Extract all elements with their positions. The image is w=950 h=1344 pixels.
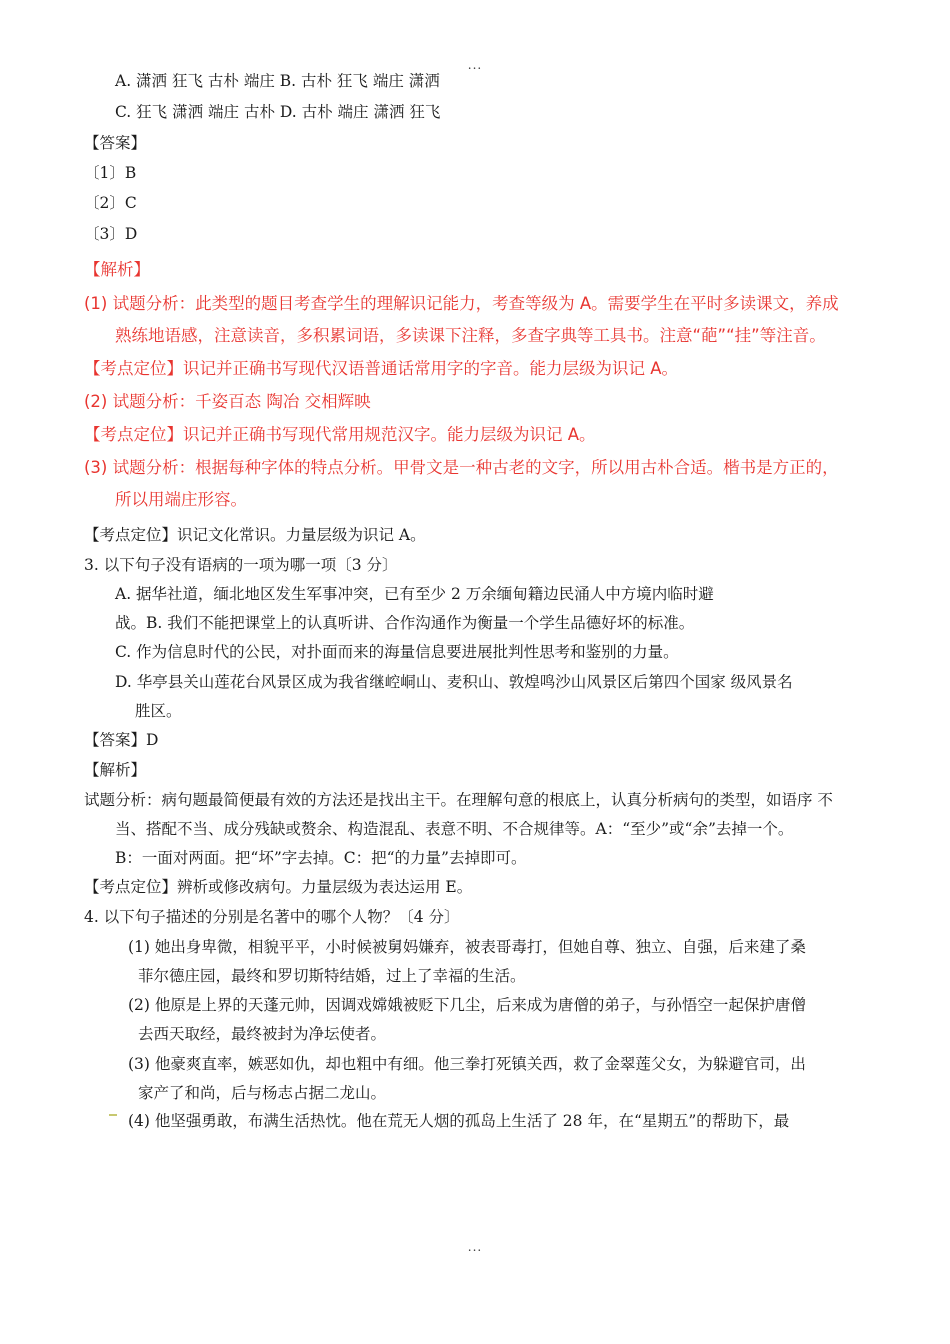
question-stem: 3. 以下句子没有语病的一项为哪一项〔3 分〕 — [84, 556, 398, 574]
answer-item: 〔1〕B — [84, 164, 137, 182]
question-option: C. 作为信息时代的公民，对扑面而来的海量信息要进展批判性思考和鉴别的力量。 — [115, 643, 679, 661]
key-point: 【考点定位】识记并正确书写现代常用规范汉字。能力层级为识记 A。 — [84, 425, 596, 444]
footer-ellipsis: ... — [467, 1240, 483, 1254]
analysis-paragraph: B：一面对两面。把“坏”字去掉。C：把“的力量”去掉即可。 — [115, 849, 527, 867]
question-stem: 4. 以下句子描述的分别是名著中的哪个人物？〔4 分〕 — [84, 908, 460, 926]
analysis-heading: 【解析】 — [84, 260, 150, 279]
question-item: 去西天取经，最终被封为净坛使者。 — [138, 1025, 387, 1043]
analysis-paragraph: 试题分析：病句题最简便最有效的方法还是找出主干。在理解句意的根底上，认真分析病句的类型，如语序 不 — [84, 791, 833, 809]
question-option: 战。B. 我们不能把课堂上的认真听讲、合作沟通作为衡量一个学生品德好坏的标准。 — [115, 614, 695, 632]
key-point: 【考点定位】辨析或修改病句。力量层级为表达运用 E。 — [84, 878, 473, 896]
analysis-paragraph: 熟练地语感，注意读音，多积累词语，多读课下注释，多查字典等工具书。注意“葩”“挂”等注音。 — [115, 326, 826, 345]
analysis-paragraph: 当、搭配不当、成分残缺或赘余、构造混乱、表意不明、不合规律等。A：“至少”或“余”去掉一个。 — [115, 820, 794, 838]
answer-item: 〔3〕D — [84, 225, 138, 243]
question-item: 菲尔德庄园，最终和罗切斯特结婚，过上了幸福的生活。 — [138, 967, 526, 985]
question-option: A. 据华社道，缅北地区发生军事冲突，已有至少 2 万余缅甸籍边民涌人中方境内临时避 — [115, 585, 714, 603]
question-option: 胜区。 — [135, 702, 182, 720]
analysis-paragraph: (1) 试题分析：此类型的题目考查学生的理解识记能力，考查等级为 A。需要学生在平时多读课文，养成 — [84, 294, 839, 313]
analysis-paragraph: 所以用端庄形容。 — [115, 490, 247, 509]
analysis-heading: 【解析】 — [84, 761, 147, 779]
bullet-mark — [109, 1114, 117, 1116]
header-ellipsis: ... — [467, 58, 483, 72]
question-item: 家产了和尚，后与杨志占据二龙山。 — [138, 1084, 387, 1102]
answer-item: 〔2〕C — [84, 194, 137, 212]
key-point: 【考点定位】识记文化常识。力量层级为识记 A。 — [84, 526, 426, 544]
analysis-paragraph: (2) 试题分析：千姿百态 陶冶 交相辉映 — [84, 392, 371, 411]
analysis-paragraph: (3) 试题分析：根据每种字体的特点分析。甲骨文是一种古老的文字，所以用古朴合适。楷书是方正的， — [84, 458, 839, 477]
options-line-1: A. 潇洒 狂飞 古朴 端庄 B. 古朴 狂飞 端庄 潇洒 — [115, 72, 440, 90]
question-option: D. 华亭县关山莲花台风景区成为我省继崆峒山、麦积山、敦煌鸣沙山风景区后第四个国家 级风景名 — [115, 673, 793, 691]
answer-heading: 【答案】D — [84, 731, 159, 749]
key-point: 【考点定位】识记并正确书写现代汉语普通话常用字的字音。能力层级为识记 A。 — [84, 359, 679, 378]
answer-heading: 【答案】 — [84, 134, 147, 152]
question-item: (4) 他坚强勇敢，布满生活热忱。他在荒无人烟的孤岛上生活了 28 年，在“星期五”的帮助下，最 — [128, 1112, 790, 1130]
question-item: (1) 她出身卑微，相貌平平，小时候被舅妈嫌弃，被表哥毒打，但她自尊、独立、自强，后来建了桑 — [128, 938, 806, 956]
options-line-2: C. 狂飞 潇洒 端庄 古朴 D. 古朴 端庄 潇洒 狂飞 — [115, 103, 441, 121]
question-item: (3) 他豪爽直率，嫉恶如仇，却也粗中有细。他三拳打死镇关西，救了金翠莲父女，为躲避官司，出 — [128, 1055, 806, 1073]
question-item: (2) 他原是上界的天蓬元帅，因调戏嫦娥被贬下几尘，后来成为唐僧的弟子，与孙悟空一起保护唐僧 — [128, 996, 806, 1014]
